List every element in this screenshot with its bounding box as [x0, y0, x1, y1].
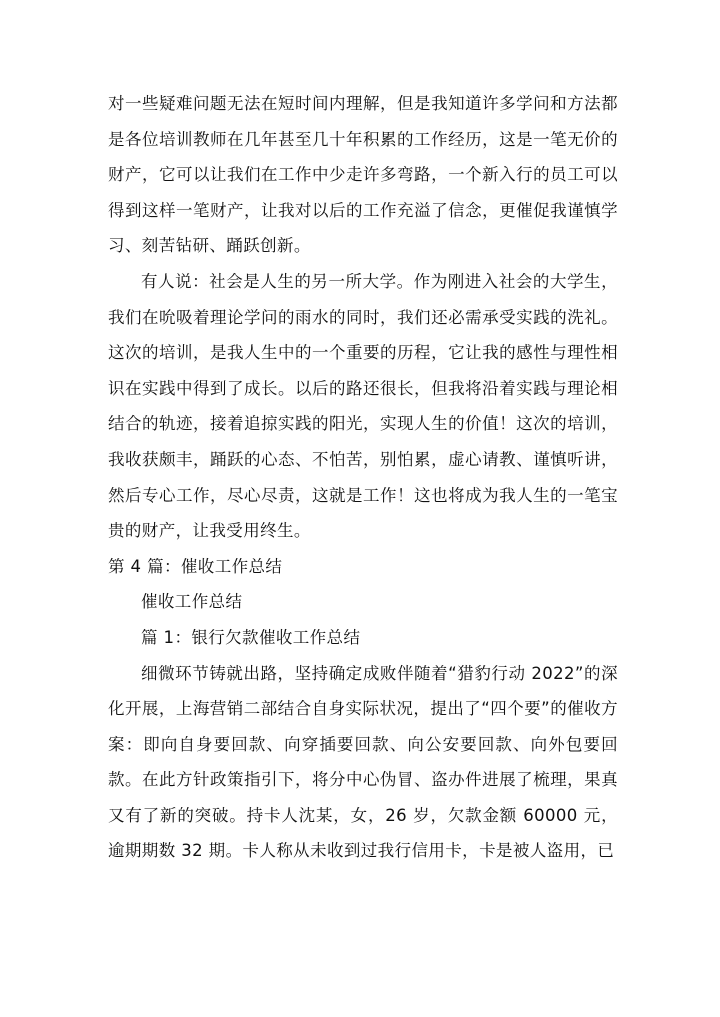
- document-page: [108, 86, 618, 869]
- paragraph-society: 有人说：社会是人生的另一所大学。作为刚进入社会的大学生，我们在吮吸着理论学问的雨水的同时，我们还必需承受实践的洗礼。这次的培训，是我人生中的一个重要的历程，它让我的感性与理性相识在实践中得到了成长。以后的路还很长，但我将沿着实践与理论相结合的轨迹，接着追掠实践的阳光，实现人生的价值！这次的培训，我收获颇丰，踊跃的心态、不怕苦，别怕累，虚心请教、谨慎听讲，然后专心工作，尽心尽责，这就是工作！这也将成为我人生的一笔宝贵的财产，让我受用终生。: [108, 271, 618, 541]
- subsection-title: 篇 1：银行欠款催收工作总结: [141, 627, 361, 647]
- section-heading: 第 4 篇：催收工作总结: [108, 556, 283, 576]
- paragraph-continued: 对一些疑难问题无法在短时间内理解，但是我知道许多学问和方法都是各位培训教师在几年甚至几十年积累的工作经历，这是一笔无价的财产，它可以让我们在工作中少走许多弯路，一个新入行的员工可以得到这样一笔财产，让我对以后的工作充溢了信念，更催促我谨慎学习、刻苦钻研、踊跃创新。: [108, 94, 618, 256]
- section-title: 催收工作总结: [141, 592, 243, 612]
- paragraph-bank-collection: 细微环节铸就出路，坚持确定成败伴随着“猎豹行动 2022”的深化开展，上海营销二部结合自身实际状况，提出了“四个要”的催收方案：即向自身要回款、向穿插要回款、向公安要回款、向外包要回款。在此方针政策指引下，将分中心伪冒、盗办件进展了梳理，果真又有了新的突破。持卡人沈某，女，26 岁，欠款金额 60000 元，逾期期数 32 期。卡人称从未收到过我行信用卡，卡是被人盗用，已: [108, 663, 618, 861]
